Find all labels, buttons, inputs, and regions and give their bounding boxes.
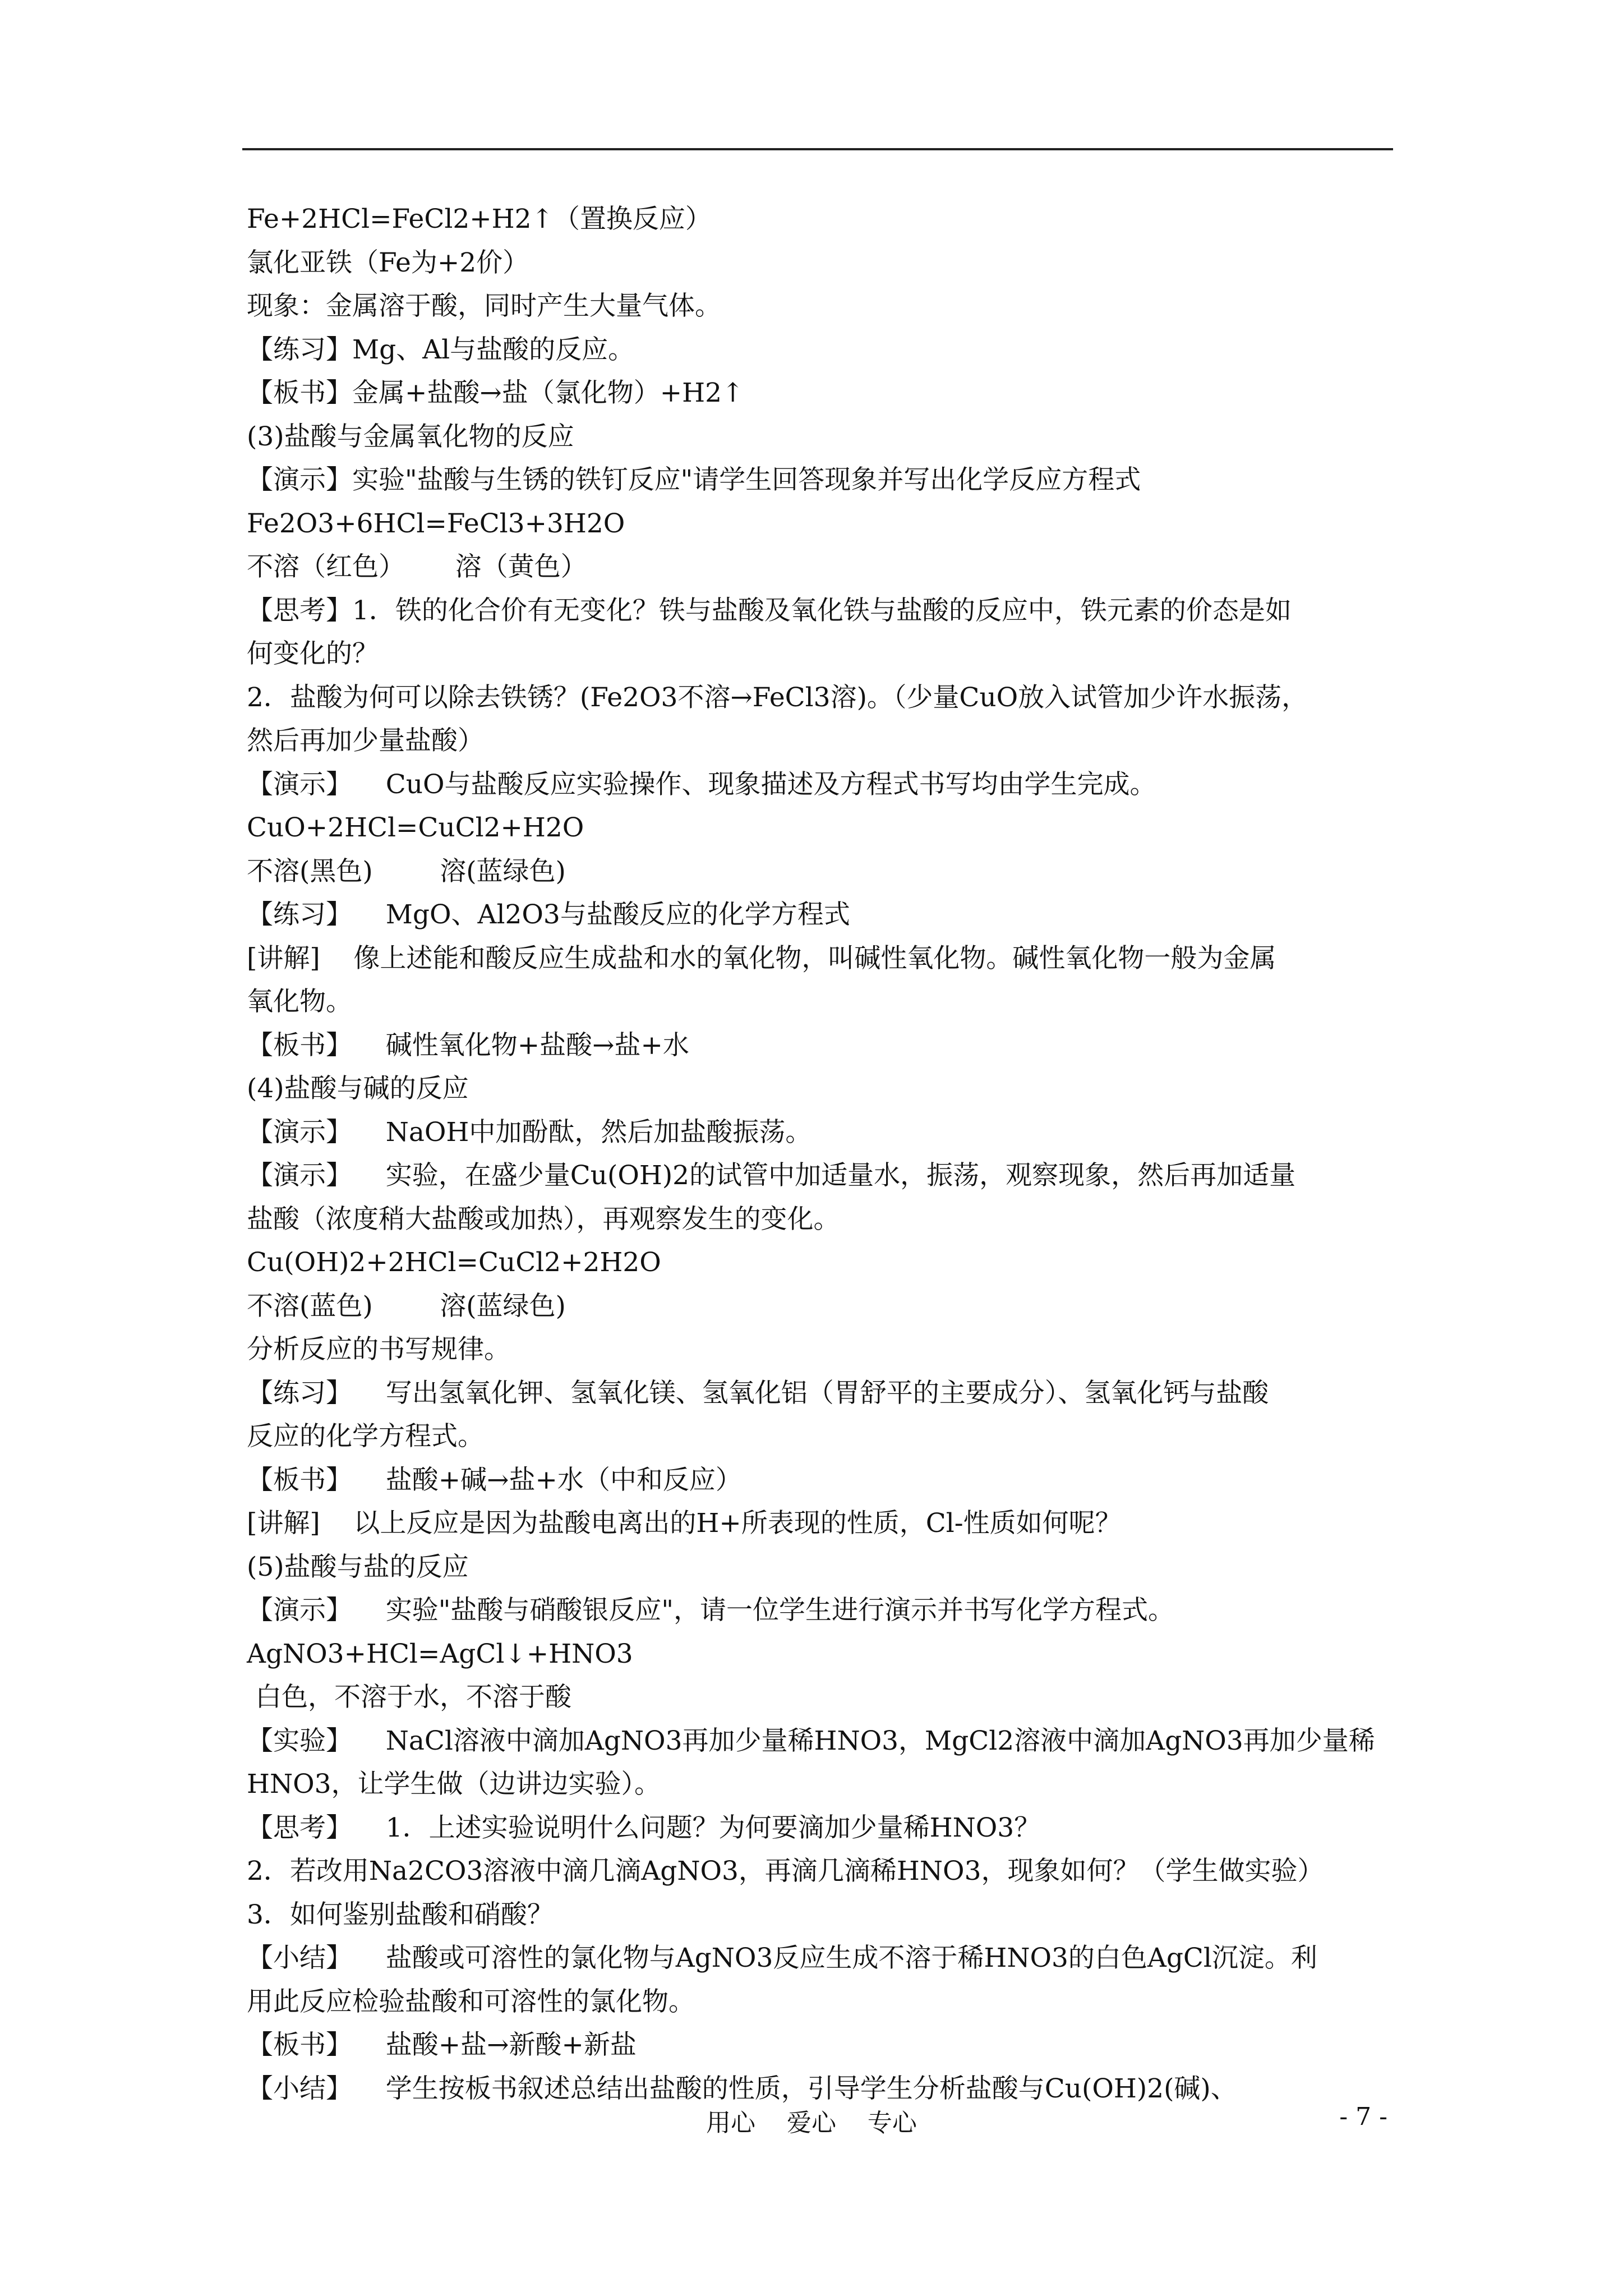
text-line: 【演示】实验"盐酸与生锈的铁钉反应"请学生回答现象并写出化学反应方程式 — [247, 464, 1141, 495]
text-line: HNO3，让学生做（边讲边实验）。 — [247, 1769, 661, 1800]
page-number: - 7 - — [1339, 2102, 1387, 2131]
text-line: [讲解] 像上述能和酸反应生成盐和水的氧化物，叫碱性氧化物。碱性氧化物一般为金属 — [247, 942, 1276, 974]
text-line: AgNO3+HCl=AgCl↓+HNO3 — [247, 1638, 633, 1669]
text-line: 【小结】 盐酸或可溶性的氯化物与AgNO3反应生成不溶于稀HNO3的白色AgCl沉淀。利 — [247, 1943, 1317, 1973]
text-line: (4)盐酸与碱的反应 — [247, 1073, 469, 1104]
text-line: 【演示】 CuO与盐酸反应实验操作、现象描述及方程式书写均由学生完成。 — [247, 769, 1156, 800]
text-line: [讲解] 以上反应是因为盐酸电离出的H+所表现的性质，Cl-性质如何呢？ — [247, 1508, 1122, 1539]
text-line: 【板书】 碱性氧化物+盐酸→盐+水 — [247, 1029, 689, 1061]
footer-slogan: 用心 爱心 专心 — [706, 2109, 917, 2137]
text-line: CuO+2HCl=CuCl2+H2O — [247, 812, 584, 843]
text-line: Fe2O3+6HCl=FeCl3+3H2O — [247, 508, 625, 539]
text-line: 【板书】 盐酸+碱→盐+水（中和反应） — [247, 1464, 742, 1496]
text-line: 何变化的？ — [247, 638, 379, 669]
text-line: 【板书】 盐酸+盐→新酸+新盐 — [247, 2030, 637, 2060]
text-line: 3．如何鉴别盐酸和硝酸？ — [247, 1899, 554, 1930]
text-line: 不溶(蓝色) 溶(蓝绿色) — [247, 1290, 566, 1322]
text-line: 【思考】 1．上述实验说明什么问题？为何要滴加少量稀HNO3？ — [247, 1812, 1041, 1843]
text-line: 然后再加少量盐酸） — [247, 725, 484, 756]
header-rule — [242, 148, 1393, 150]
text-line: 【练习】 MgO、Al2O3与盐酸反应的化学方程式 — [247, 899, 850, 930]
text-line: 盐酸（浓度稍大盐酸或加热），再观察发生的变化。 — [247, 1203, 840, 1235]
text-line: 【练习】 写出氢氧化钾、氢氧化镁、氢氧化铝（胃舒平的主要成分）、氢氧化钙与盐酸 — [247, 1377, 1269, 1409]
text-line: 【小结】 学生按板书叙述总结出盐酸的性质，引导学生分析盐酸与Cu(OH)2(碱)、 — [247, 2073, 1237, 2104]
text-line: 白色，不溶于水，不溶于酸 — [247, 1682, 571, 1713]
text-line: 【演示】 实验"盐酸与硝酸银反应"，请一位学生进行演示并书写化学方程式。 — [247, 1595, 1174, 1626]
text-line: 2．盐酸为何可以除去铁锈？(Fe2O3不溶→FeCl3溶)。（少量CuO放入试管加少许水振荡， — [247, 682, 1308, 713]
text-line: 【板书】金属+盐酸→盐（氯化物）+H2↑ — [247, 378, 744, 408]
text-line: (5)盐酸与盐的反应 — [247, 1551, 469, 1582]
text-line: Fe+2HCl=FeCl2+H2↑（置换反应） — [247, 204, 712, 234]
text-line: 用此反应检验盐酸和可溶性的氯化物。 — [247, 1986, 695, 2017]
text-line: 【实验】 NaCl溶液中滴加AgNO3再加少量稀HNO3，MgCl2溶液中滴加AgNO3再加少量稀 — [247, 1725, 1375, 1756]
text-line: 不溶(黑色) 溶(蓝绿色) — [247, 855, 566, 887]
text-line: 【练习】Mg、Al与盐酸的反应。 — [247, 334, 635, 365]
text-line: 氧化物。 — [247, 986, 352, 1017]
text-line: 分析反应的书写规律。 — [247, 1334, 510, 1365]
text-line: 【思考】1．铁的化合价有无变化？铁与盐酸及氧化铁与盐酸的反应中，铁元素的价态是如 — [247, 595, 1292, 626]
body-text — [247, 197, 1402, 2110]
text-line: 氯化亚铁（Fe为+2价） — [247, 247, 529, 278]
text-line: 现象：金属溶于酸，同时产生大量气体。 — [247, 291, 721, 321]
text-line: 2．若改用Na2CO3溶液中滴几滴AgNO3，再滴几滴稀HNO3，现象如何？（学生做实验） — [247, 1856, 1324, 1887]
text-line: 【演示】 NaOH中加酚酞，然后加盐酸振荡。 — [247, 1116, 812, 1148]
text-line: 【演示】 实验，在盛少量Cu(OH)2的试管中加适量水，振荡，观察现象，然后再加适量 — [247, 1160, 1296, 1191]
text-line: (3)盐酸与金属氧化物的反应 — [247, 421, 574, 452]
text-line: 不溶（红色） 溶（黄色） — [247, 551, 587, 582]
text-line: 反应的化学方程式。 — [247, 1421, 484, 1452]
text-line: Cu(OH)2+2HCl=CuCl2+2H2O — [247, 1247, 661, 1278]
